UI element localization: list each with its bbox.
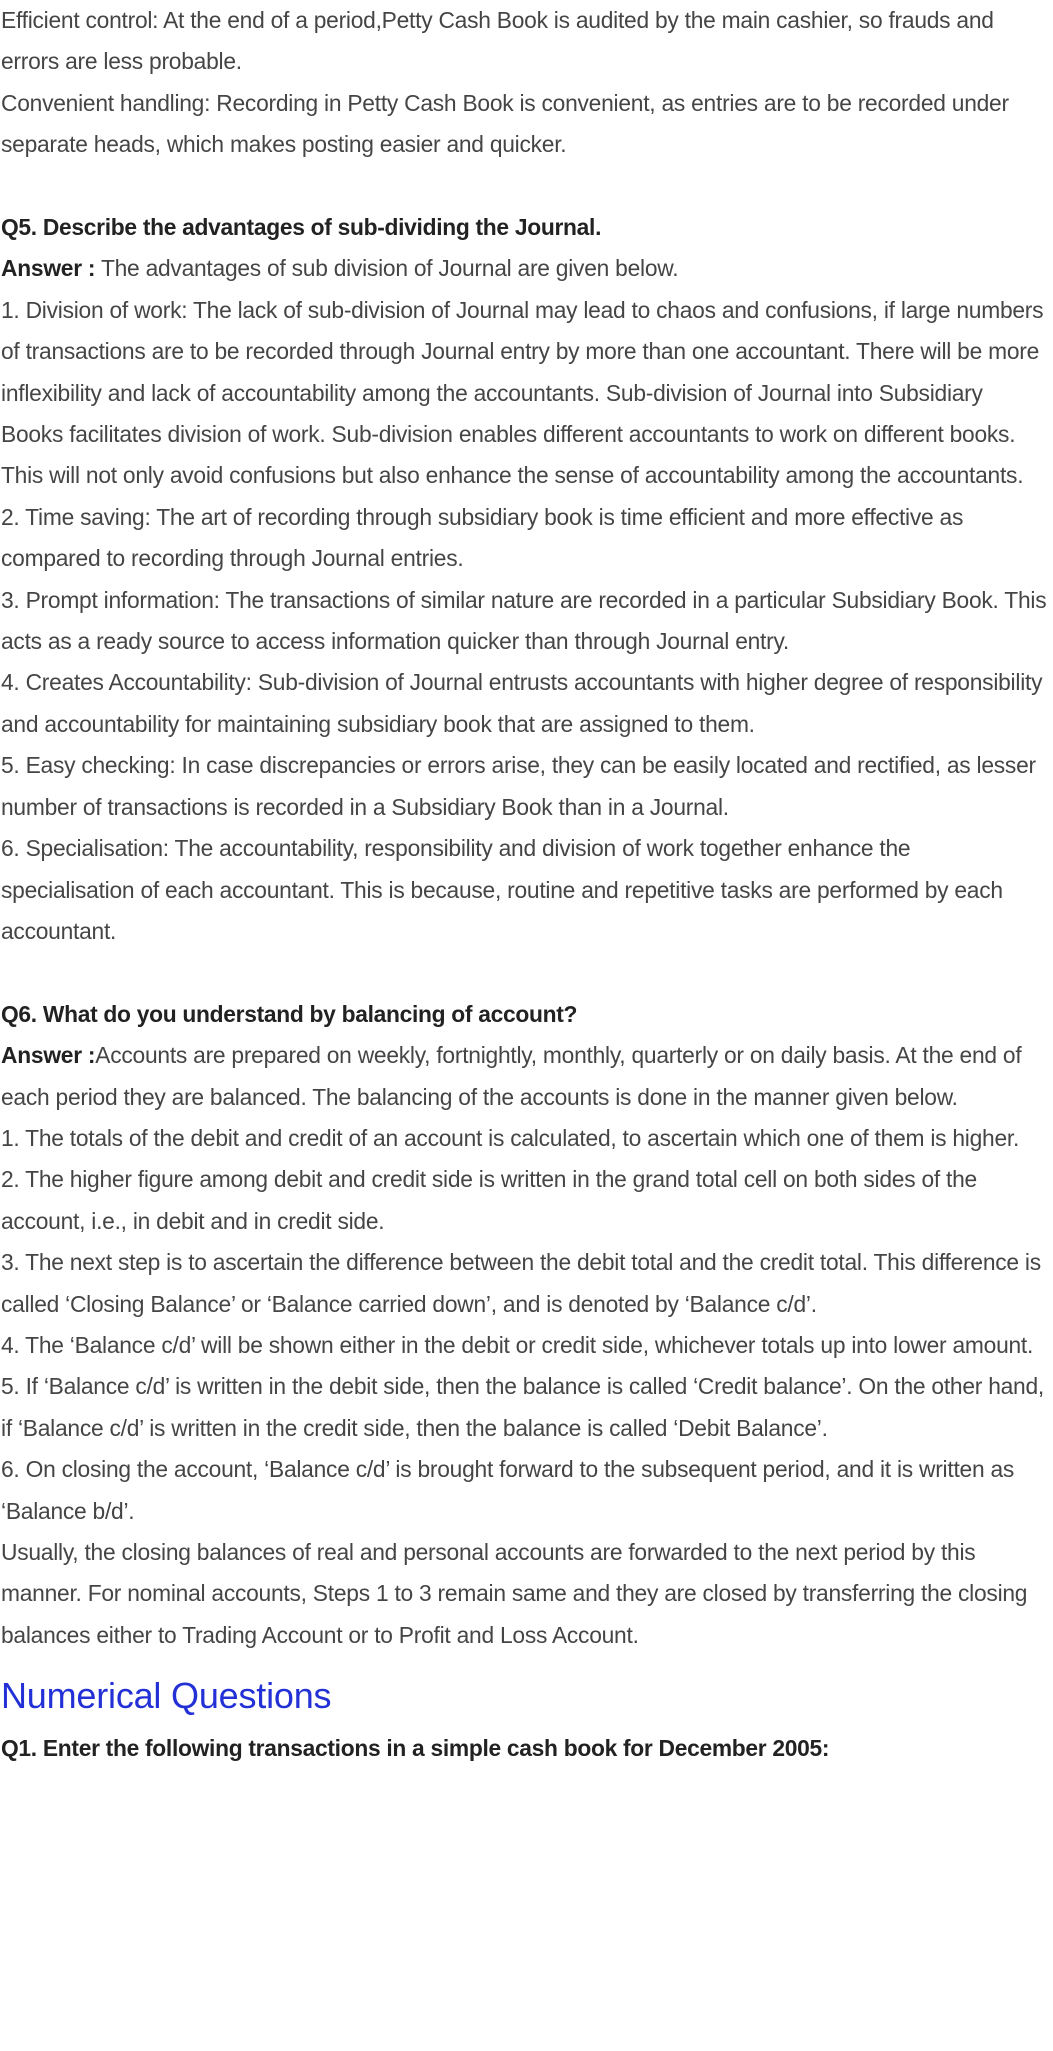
q5-answer — [1, 248, 1049, 289]
q5-point-6: 6. Specialisation: The accountability, responsibility and division of work together enhance the specialisation of each accountant. This is because, routine and repetitive tasks are performed by each accountant. — [1, 835, 1003, 944]
q5-point-2: 2. Time saving: The art of recording through subsidiary book is time efficient and more effective as compared to recording through Journal entries. — [1, 503, 964, 572]
numerical-q1: Q1. Enter the following transactions in a simple cash book for December 2005: — [1, 1735, 830, 1762]
q5-answer-text: The advantages of sub division of Journal are given below. — [95, 255, 679, 282]
q5-point-4: 4. Creates Accountability: Sub-division of Journal entrusts accountants with higher degree of responsibility and accountability for maintaining subsidiary book that are assigned to them. — [1, 669, 1043, 737]
numerical-questions-heading: Numerical Questions — [1, 1675, 332, 1717]
q6-answer-text: Accounts are prepared on weekly, fortnightly, monthly, quarterly or on daily basis. At the end of each period they are balanced. The balancing of the accounts is done in the manner given below. — [1, 1042, 1022, 1110]
q6-answer-label: Answer : — [1, 1042, 96, 1069]
q5-point-3: 3. Prompt information: The transactions of similar nature are recorded in a particular Subsidiary Book. This acts as a ready source to access information quicker than through Journal entry. — [1, 586, 1047, 655]
q6-point-2: 2. The higher figure among debit and credit side is written in the grand total cell on both sides of the account, i.e., in debit and in credit side. — [1, 1166, 977, 1234]
q6-point-1: 1. The totals of the debit and credit of an account is calculated, to ascertain which one of them is higher. — [1, 1124, 1020, 1151]
q6-question: Q6. What do you understand by balancing of account? — [1, 1000, 578, 1027]
q5-answer-label: Answer : — [1, 255, 96, 282]
q6-closing-paragraph: Usually, the closing balances of real and personal accounts are forwarded to the next period by this manner. For nominal accounts, Steps 1 to 3 remain same and they are closed by transferring the closing balances either to Trading Account or to Profit and Loss Account. — [1, 1539, 1028, 1648]
q6-point-6: 6. On closing the account, ‘Balance c/d’ is brought forward to the subsequent period, and it is written as ‘Balance b/d’. — [1, 1456, 1015, 1524]
spacer — [1, 166, 1049, 207]
q6-point-4: 4. The ‘Balance c/d’ will be shown either in the debit or credit side, whichever totals up into lower amount. — [1, 1331, 1034, 1358]
q5-point-5: 5. Easy checking: In case discrepancies or errors arise, they can be easily located and rectified, as lesser number of transactions is recorded in a Subsidiary Book than in a Journal. — [1, 752, 1036, 820]
q5-point-1: 1. Division of work: The lack of sub-division of Journal may lead to chaos and confusions, if large numbers of transactions are to be recorded through Journal entry by more than one accountant. There will be more inflexibility and lack of accountability among the accountants. Sub-division of Journal into Subsidiary Books facilitates division of work. Sub-division enables different accountants to work on different books. This will not only avoid confusions but also enhance the sense of accountability among the accountants. — [1, 296, 1044, 489]
q5-question: Q5. Describe the advantages of sub-dividing the Journal. — [1, 214, 602, 241]
spacer — [1, 952, 1049, 993]
q6-point-3: 3. The next step is to ascertain the difference between the debit total and the credit total. This difference is called ‘Closing Balance’ or ‘Balance carried down’, and is denoted by ‘Balance c/d’. — [1, 1249, 1041, 1317]
intro-paragraph-convenient-handling: Convenient handling: Recording in Petty Cash Book is convenient, as entries are to be recorded under separate heads, which makes posting easier and quicker. — [1, 89, 1009, 158]
intro-paragraph-efficient-control: Efficient control: At the end of a period,Petty Cash Book is audited by the main cashier, so frauds and errors are less probable. — [1, 7, 994, 75]
q6-point-5: 5. If ‘Balance c/d’ is written in the debit side, then the balance is called ‘Credit balance’. On the other hand, if ‘Balance c/d’ is written in the credit side, then the balance is called ‘Debit Balance’. — [1, 1373, 1044, 1441]
q6-answer — [1, 1035, 1049, 1118]
